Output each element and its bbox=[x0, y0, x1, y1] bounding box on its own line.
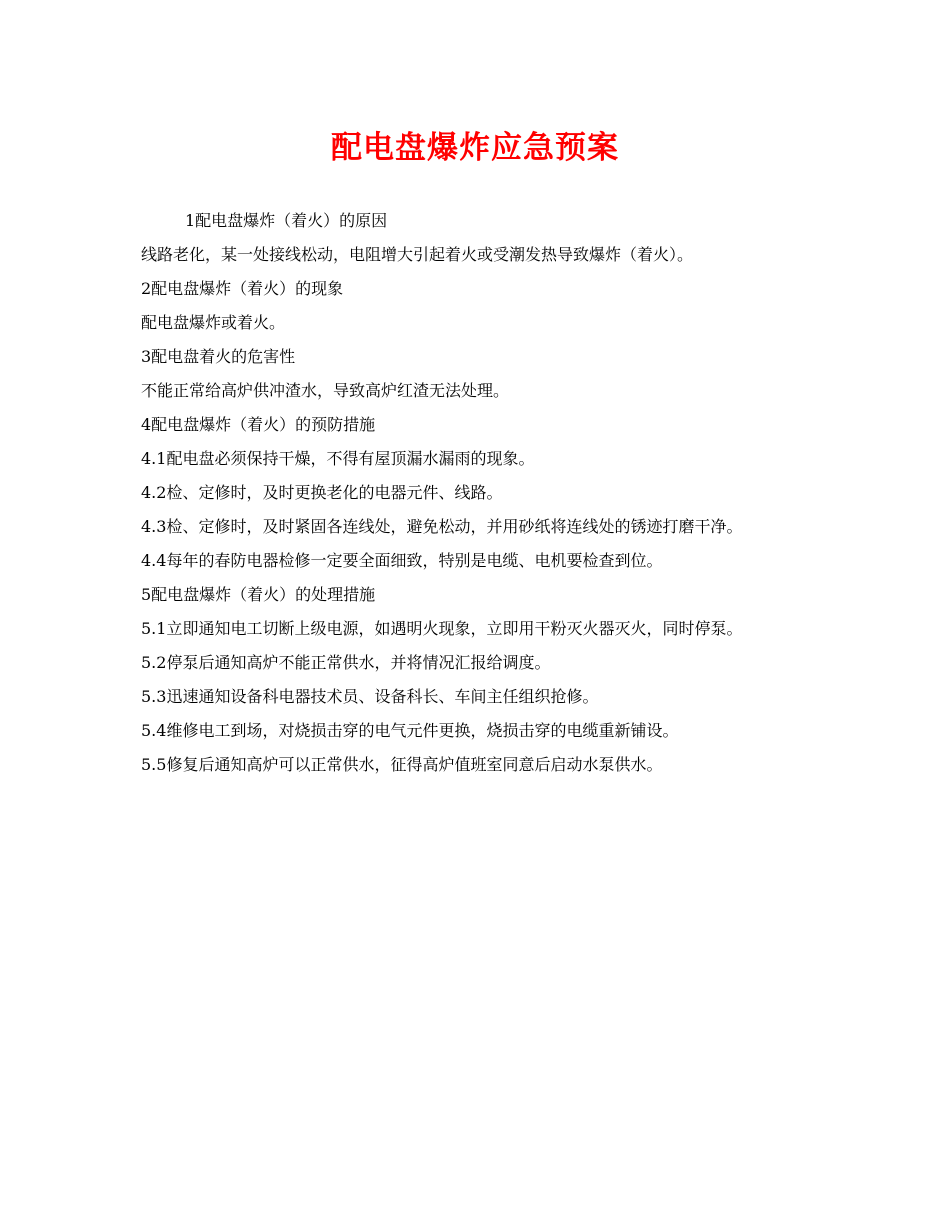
heading-cause: 1配电盘爆炸（着火）的原因 bbox=[185, 211, 388, 230]
paragraph-hazard: 不能正常给高炉供冲渣水，导致高炉红渣无法处理。 bbox=[141, 381, 510, 400]
item-5-3: 5.3迅速通知设备科电器技术员、设备科长、车间主任组织抢修。 bbox=[141, 687, 599, 706]
heading-hazard: 3配电盘着火的危害性 bbox=[141, 347, 296, 366]
item-4-4: 4.4每年的春防电器检修一定要全面细致，特别是电缆、电机要检查到位。 bbox=[141, 551, 663, 570]
item-5-1: 5.1立即通知电工切断上级电源，如遇明火现象，立即用干粉灭火器灭火，同时停泵。 bbox=[141, 619, 743, 638]
document-title: 配电盘爆炸应急预案 bbox=[331, 130, 619, 166]
item-5-4: 5.4维修电工到场，对烧损击穿的电气元件更换，烧损击穿的电缆重新铺设。 bbox=[141, 721, 679, 740]
item-5-5: 5.5修复后通知高炉可以正常供水，征得高炉值班室同意后启动水泵供水。 bbox=[141, 755, 663, 774]
paragraph-phenomenon: 配电盘爆炸或着火。 bbox=[141, 313, 286, 332]
heading-phenomenon: 2配电盘爆炸（着火）的现象 bbox=[141, 279, 344, 298]
heading-handling: 5配电盘爆炸（着火）的处理措施 bbox=[141, 585, 376, 604]
item-4-2: 4.2检、定修时，及时更换老化的电器元件、线路。 bbox=[141, 483, 503, 502]
heading-prevention: 4配电盘爆炸（着火）的预防措施 bbox=[141, 415, 376, 434]
paragraph-cause: 线路老化，某一处接线松动，电阻增大引起着火或受潮发热导致爆炸（着火）。 bbox=[141, 245, 694, 264]
item-5-2: 5.2停泵后通知高炉不能正常供水，并将情况汇报给调度。 bbox=[141, 653, 551, 672]
document-body bbox=[141, 204, 811, 782]
item-4-3: 4.3检、定修时，及时紧固各连线处，避免松动，并用砂纸将连线处的锈迹打磨干净。 bbox=[141, 517, 743, 536]
item-4-1: 4.1配电盘必须保持干燥，不得有屋顶漏水漏雨的现象。 bbox=[141, 449, 535, 468]
